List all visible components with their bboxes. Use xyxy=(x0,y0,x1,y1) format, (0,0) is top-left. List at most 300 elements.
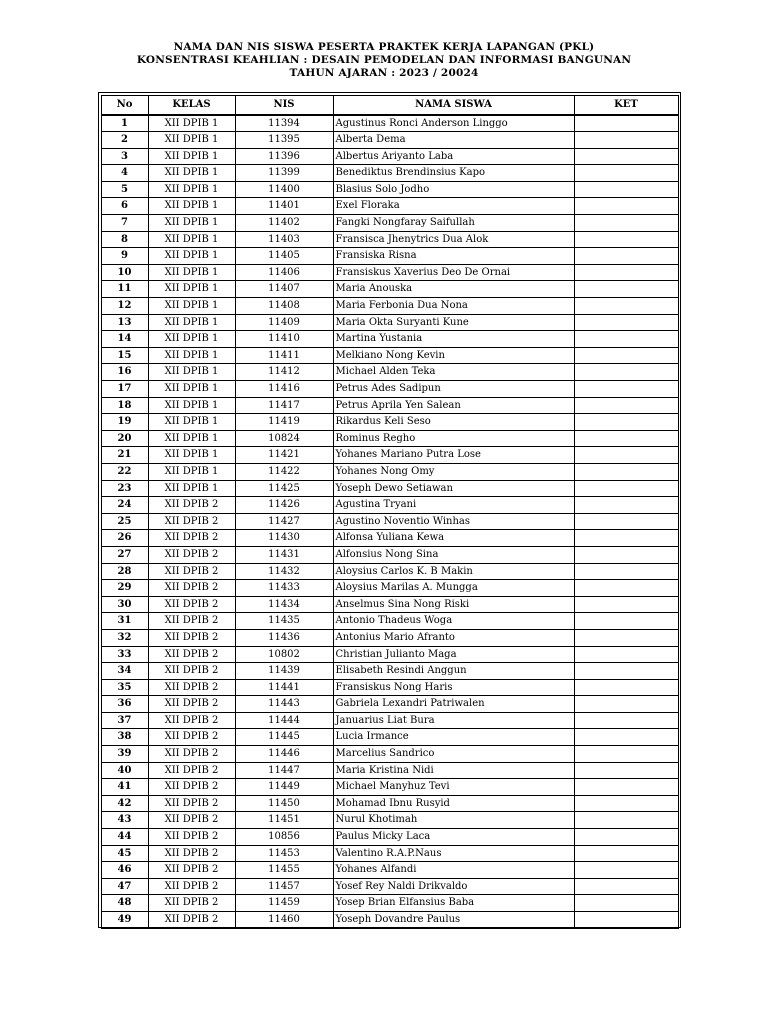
cell-nis: 11459 xyxy=(235,895,333,912)
cell-no: 17 xyxy=(101,381,148,398)
cell-nama-siswa: Gabriela Lexandri Patriwalen xyxy=(333,696,574,713)
cell-nis: 11400 xyxy=(235,181,333,198)
cell-no: 25 xyxy=(101,513,148,530)
cell-kelas: XII DPIB 2 xyxy=(148,729,235,746)
cell-nama-siswa: Fransiskus Xaverius Deo De Ornai xyxy=(333,264,574,281)
cell-ket xyxy=(574,795,678,812)
cell-no: 12 xyxy=(101,298,148,315)
cell-ket xyxy=(574,862,678,879)
cell-ket xyxy=(574,298,678,315)
cell-nis: 11460 xyxy=(235,912,333,929)
student-table-frame xyxy=(98,92,681,928)
cell-kelas: XII DPIB 1 xyxy=(148,231,235,248)
cell-kelas: XII DPIB 2 xyxy=(148,829,235,846)
header-no: No xyxy=(101,95,148,115)
cell-nama-siswa: Paulus Micky Laca xyxy=(333,829,574,846)
table-row xyxy=(101,364,678,381)
cell-kelas: XII DPIB 2 xyxy=(148,513,235,530)
cell-ket xyxy=(574,165,678,182)
cell-nis: 11416 xyxy=(235,381,333,398)
cell-nama-siswa: Yohanes Mariano Putra Lose xyxy=(333,447,574,464)
table-row xyxy=(101,463,678,480)
cell-ket xyxy=(574,331,678,348)
cell-nama-siswa: Yosep Brian Elfansius Baba xyxy=(333,895,574,912)
cell-no: 44 xyxy=(101,829,148,846)
cell-nama-siswa: Anselmus Sina Nong Riski xyxy=(333,596,574,613)
cell-ket xyxy=(574,281,678,298)
cell-kelas: XII DPIB 2 xyxy=(148,779,235,796)
cell-kelas: XII DPIB 1 xyxy=(148,463,235,480)
cell-nama-siswa: Fransiskus Nong Haris xyxy=(333,679,574,696)
cell-nis: 11450 xyxy=(235,795,333,812)
cell-no: 13 xyxy=(101,314,148,331)
cell-no: 28 xyxy=(101,563,148,580)
header-nama-siswa: NAMA SISWA xyxy=(333,95,574,115)
table-row xyxy=(101,198,678,215)
table-row xyxy=(101,795,678,812)
cell-kelas: XII DPIB 1 xyxy=(148,181,235,198)
table-row xyxy=(101,580,678,597)
cell-kelas: XII DPIB 2 xyxy=(148,580,235,597)
cell-nama-siswa: Yohanes Nong Omy xyxy=(333,463,574,480)
cell-nama-siswa: Aloysius Carlos K. B Makin xyxy=(333,563,574,580)
cell-nis: 11431 xyxy=(235,546,333,563)
cell-nis: 11430 xyxy=(235,530,333,547)
cell-nama-siswa: Rikardus Keli Seso xyxy=(333,414,574,431)
cell-no: 5 xyxy=(101,181,148,198)
table-row xyxy=(101,513,678,530)
cell-ket xyxy=(574,215,678,232)
cell-no: 27 xyxy=(101,546,148,563)
cell-no: 20 xyxy=(101,430,148,447)
table-row xyxy=(101,646,678,663)
cell-nama-siswa: Yoseph Dewo Setiawan xyxy=(333,480,574,497)
cell-ket xyxy=(574,580,678,597)
cell-no: 19 xyxy=(101,414,148,431)
cell-kelas: XII DPIB 1 xyxy=(148,381,235,398)
cell-nama-siswa: Lucia Irmance xyxy=(333,729,574,746)
cell-nis: 11402 xyxy=(235,215,333,232)
cell-kelas: XII DPIB 1 xyxy=(148,347,235,364)
cell-nama-siswa: Alfonsius Nong Sina xyxy=(333,546,574,563)
cell-no: 11 xyxy=(101,281,148,298)
cell-ket xyxy=(574,845,678,862)
cell-kelas: XII DPIB 1 xyxy=(148,397,235,414)
cell-kelas: XII DPIB 2 xyxy=(148,795,235,812)
table-row xyxy=(101,629,678,646)
cell-nama-siswa: Petrus Ades Sadipun xyxy=(333,381,574,398)
table-row xyxy=(101,231,678,248)
table-row xyxy=(101,447,678,464)
cell-kelas: XII DPIB 2 xyxy=(148,845,235,862)
table-row xyxy=(101,729,678,746)
cell-ket xyxy=(574,231,678,248)
cell-nis: 11426 xyxy=(235,497,333,514)
table-row xyxy=(101,596,678,613)
cell-no: 26 xyxy=(101,530,148,547)
cell-nis: 11422 xyxy=(235,463,333,480)
cell-nis: 11444 xyxy=(235,712,333,729)
cell-kelas: XII DPIB 2 xyxy=(148,563,235,580)
table-row xyxy=(101,746,678,763)
table-row xyxy=(101,314,678,331)
cell-nama-siswa: Michael Manyhuz Tevi xyxy=(333,779,574,796)
cell-kelas: XII DPIB 2 xyxy=(148,629,235,646)
academic-year: TAHUN AJARAN : 2023 / 20024 xyxy=(289,67,479,79)
cell-ket xyxy=(574,746,678,763)
cell-nis: 11407 xyxy=(235,281,333,298)
cell-ket xyxy=(574,513,678,530)
cell-kelas: XII DPIB 1 xyxy=(148,132,235,149)
cell-ket xyxy=(574,463,678,480)
cell-nama-siswa: Aloysius Marilas A. Mungga xyxy=(333,580,574,597)
table-row xyxy=(101,812,678,829)
cell-no: 14 xyxy=(101,331,148,348)
cell-nama-siswa: Yoseph Dovandre Paulus xyxy=(333,912,574,929)
cell-kelas: XII DPIB 2 xyxy=(148,596,235,613)
cell-kelas: XII DPIB 2 xyxy=(148,663,235,680)
cell-nama-siswa: Alberta Dema xyxy=(333,132,574,149)
cell-no: 4 xyxy=(101,165,148,182)
table-row xyxy=(101,845,678,862)
cell-no: 39 xyxy=(101,746,148,763)
cell-nama-siswa: Yosef Rey Naldi Drikvaldo xyxy=(333,878,574,895)
cell-kelas: XII DPIB 2 xyxy=(148,497,235,514)
cell-nis: 11394 xyxy=(235,115,333,132)
cell-nis: 10856 xyxy=(235,829,333,846)
cell-kelas: XII DPIB 1 xyxy=(148,215,235,232)
cell-nama-siswa: Antonio Thadeus Woga xyxy=(333,613,574,630)
cell-kelas: XII DPIB 1 xyxy=(148,248,235,265)
cell-ket xyxy=(574,829,678,846)
table-row xyxy=(101,298,678,315)
cell-no: 21 xyxy=(101,447,148,464)
table-row xyxy=(101,762,678,779)
cell-ket xyxy=(574,712,678,729)
cell-no: 29 xyxy=(101,580,148,597)
cell-nama-siswa: Michael Alden Teka xyxy=(333,364,574,381)
cell-nama-siswa: Maria Ferbonia Dua Nona xyxy=(333,298,574,315)
cell-kelas: XII DPIB 1 xyxy=(148,298,235,315)
cell-nis: 11396 xyxy=(235,148,333,165)
cell-nama-siswa: Nurul Khotimah xyxy=(333,812,574,829)
cell-no: 47 xyxy=(101,878,148,895)
cell-nis: 11408 xyxy=(235,298,333,315)
table-row xyxy=(101,679,678,696)
cell-nis: 11399 xyxy=(235,165,333,182)
cell-ket xyxy=(574,613,678,630)
table-row xyxy=(101,115,678,132)
cell-ket xyxy=(574,762,678,779)
table-row xyxy=(101,148,678,165)
cell-kelas: XII DPIB 2 xyxy=(148,712,235,729)
cell-ket xyxy=(574,248,678,265)
cell-no: 46 xyxy=(101,862,148,879)
table-row xyxy=(101,132,678,149)
cell-nis: 11427 xyxy=(235,513,333,530)
document-title: NAMA DAN NIS SISWA PESERTA PRAKTEK KERJA LAPANGAN (PKL) xyxy=(173,41,595,53)
cell-no: 30 xyxy=(101,596,148,613)
table-row xyxy=(101,281,678,298)
cell-nama-siswa: Alfonsa Yuliana Kewa xyxy=(333,530,574,547)
cell-no: 16 xyxy=(101,364,148,381)
cell-kelas: XII DPIB 2 xyxy=(148,912,235,929)
cell-nis: 11455 xyxy=(235,862,333,879)
cell-kelas: XII DPIB 1 xyxy=(148,447,235,464)
table-body xyxy=(101,115,678,929)
cell-no: 6 xyxy=(101,198,148,215)
cell-nis: 11441 xyxy=(235,679,333,696)
cell-ket xyxy=(574,629,678,646)
cell-ket xyxy=(574,397,678,414)
cell-nama-siswa: Maria Okta Suryanti Kune xyxy=(333,314,574,331)
cell-nis: 11405 xyxy=(235,248,333,265)
cell-no: 45 xyxy=(101,845,148,862)
cell-ket xyxy=(574,546,678,563)
cell-kelas: XII DPIB 1 xyxy=(148,430,235,447)
cell-kelas: XII DPIB 2 xyxy=(148,746,235,763)
cell-ket xyxy=(574,264,678,281)
cell-ket xyxy=(574,596,678,613)
cell-nama-siswa: Martina Yustania xyxy=(333,331,574,348)
table-row xyxy=(101,497,678,514)
table-row xyxy=(101,563,678,580)
cell-ket xyxy=(574,181,678,198)
cell-ket xyxy=(574,447,678,464)
cell-ket xyxy=(574,530,678,547)
cell-nama-siswa: Melkiano Nong Kevin xyxy=(333,347,574,364)
cell-nama-siswa: Antonius Mario Afranto xyxy=(333,629,574,646)
cell-kelas: XII DPIB 2 xyxy=(148,762,235,779)
cell-nis: 11425 xyxy=(235,480,333,497)
cell-ket xyxy=(574,115,678,132)
table-row xyxy=(101,414,678,431)
cell-nis: 11447 xyxy=(235,762,333,779)
cell-kelas: XII DPIB 2 xyxy=(148,530,235,547)
cell-ket xyxy=(574,563,678,580)
cell-ket xyxy=(574,347,678,364)
table-row xyxy=(101,181,678,198)
cell-no: 15 xyxy=(101,347,148,364)
cell-nama-siswa: Albertus Ariyanto Laba xyxy=(333,148,574,165)
cell-ket xyxy=(574,679,678,696)
cell-no: 41 xyxy=(101,779,148,796)
cell-nis: 11443 xyxy=(235,696,333,713)
cell-no: 9 xyxy=(101,248,148,265)
cell-ket xyxy=(574,779,678,796)
cell-nama-siswa: Fangki Nongfaray Saifullah xyxy=(333,215,574,232)
cell-nis: 11434 xyxy=(235,596,333,613)
cell-nis: 11445 xyxy=(235,729,333,746)
cell-no: 7 xyxy=(101,215,148,232)
cell-nis: 11446 xyxy=(235,746,333,763)
cell-kelas: XII DPIB 2 xyxy=(148,679,235,696)
cell-ket xyxy=(574,430,678,447)
cell-ket xyxy=(574,646,678,663)
header-kelas: KELAS xyxy=(148,95,235,115)
cell-ket xyxy=(574,663,678,680)
cell-no: 36 xyxy=(101,696,148,713)
cell-no: 48 xyxy=(101,895,148,912)
cell-ket xyxy=(574,198,678,215)
table-row xyxy=(101,712,678,729)
cell-nis: 11401 xyxy=(235,198,333,215)
cell-nama-siswa: Mohamad Ibnu Rusyid xyxy=(333,795,574,812)
cell-nis: 11453 xyxy=(235,845,333,862)
cell-kelas: XII DPIB 1 xyxy=(148,148,235,165)
cell-no: 43 xyxy=(101,812,148,829)
cell-nis: 11435 xyxy=(235,613,333,630)
cell-kelas: XII DPIB 1 xyxy=(148,281,235,298)
cell-no: 34 xyxy=(101,663,148,680)
cell-no: 35 xyxy=(101,679,148,696)
cell-ket xyxy=(574,381,678,398)
cell-nis: 11449 xyxy=(235,779,333,796)
cell-kelas: XII DPIB 1 xyxy=(148,198,235,215)
table-row xyxy=(101,530,678,547)
cell-kelas: XII DPIB 2 xyxy=(148,895,235,912)
cell-ket xyxy=(574,878,678,895)
cell-ket xyxy=(574,729,678,746)
table-row xyxy=(101,165,678,182)
table-row xyxy=(101,779,678,796)
cell-ket xyxy=(574,497,678,514)
header-nis: NIS xyxy=(235,95,333,115)
cell-nis: 11412 xyxy=(235,364,333,381)
cell-kelas: XII DPIB 1 xyxy=(148,414,235,431)
cell-nama-siswa: Maria Kristina Nidi xyxy=(333,762,574,779)
cell-no: 23 xyxy=(101,480,148,497)
cell-kelas: XII DPIB 1 xyxy=(148,364,235,381)
cell-no: 31 xyxy=(101,613,148,630)
cell-no: 3 xyxy=(101,148,148,165)
cell-nama-siswa: Agustino Noventio Winhas xyxy=(333,513,574,530)
cell-nama-siswa: Fransisca Jhenytrics Dua Alok xyxy=(333,231,574,248)
cell-kelas: XII DPIB 1 xyxy=(148,331,235,348)
header-ket: KET xyxy=(574,95,678,115)
cell-no: 42 xyxy=(101,795,148,812)
table-row xyxy=(101,347,678,364)
cell-nama-siswa: Fransiska Risna xyxy=(333,248,574,265)
cell-no: 2 xyxy=(101,132,148,149)
cell-ket xyxy=(574,148,678,165)
table-row xyxy=(101,862,678,879)
cell-nis: 11409 xyxy=(235,314,333,331)
cell-nama-siswa: Benediktus Brendinsius Kapo xyxy=(333,165,574,182)
cell-kelas: XII DPIB 1 xyxy=(148,480,235,497)
cell-nis: 11411 xyxy=(235,347,333,364)
cell-nama-siswa: Christian Julianto Maga xyxy=(333,646,574,663)
cell-ket xyxy=(574,812,678,829)
cell-no: 38 xyxy=(101,729,148,746)
cell-no: 49 xyxy=(101,912,148,929)
table-header-row xyxy=(101,95,678,115)
cell-nis: 11421 xyxy=(235,447,333,464)
cell-nama-siswa: Yohanes Alfandi xyxy=(333,862,574,879)
table-row xyxy=(101,264,678,281)
cell-no: 8 xyxy=(101,231,148,248)
table-row xyxy=(101,430,678,447)
cell-no: 40 xyxy=(101,762,148,779)
cell-kelas: XII DPIB 1 xyxy=(148,314,235,331)
cell-ket xyxy=(574,414,678,431)
table-row xyxy=(101,663,678,680)
cell-nama-siswa: Agustina Tryani xyxy=(333,497,574,514)
cell-no: 37 xyxy=(101,712,148,729)
cell-nis: 11410 xyxy=(235,331,333,348)
document-subtitle: KONSENTRASI KEAHLIAN : DESAIN PEMODELAN DAN INFORMASI BANGUNAN xyxy=(136,54,632,66)
cell-nis: 10824 xyxy=(235,430,333,447)
table-row xyxy=(101,829,678,846)
cell-nama-siswa: Blasius Solo Jodho xyxy=(333,181,574,198)
table-row xyxy=(101,696,678,713)
table-row xyxy=(101,331,678,348)
cell-nis: 11403 xyxy=(235,231,333,248)
table-row xyxy=(101,546,678,563)
cell-ket xyxy=(574,364,678,381)
cell-nama-siswa: Valentino R.A.P.Naus xyxy=(333,845,574,862)
cell-ket xyxy=(574,912,678,929)
table-row xyxy=(101,878,678,895)
cell-nis: 11457 xyxy=(235,878,333,895)
cell-kelas: XII DPIB 1 xyxy=(148,115,235,132)
table-row xyxy=(101,397,678,414)
cell-ket xyxy=(574,314,678,331)
cell-nis: 11406 xyxy=(235,264,333,281)
table-row xyxy=(101,895,678,912)
cell-kelas: XII DPIB 2 xyxy=(148,862,235,879)
cell-kelas: XII DPIB 2 xyxy=(148,812,235,829)
cell-ket xyxy=(574,132,678,149)
student-table xyxy=(101,95,679,929)
cell-nis: 11417 xyxy=(235,397,333,414)
cell-nis: 11439 xyxy=(235,663,333,680)
table-row xyxy=(101,381,678,398)
cell-kelas: XII DPIB 2 xyxy=(148,646,235,663)
cell-kelas: XII DPIB 2 xyxy=(148,613,235,630)
cell-nis: 11433 xyxy=(235,580,333,597)
cell-nama-siswa: Petrus Aprila Yen Salean xyxy=(333,397,574,414)
cell-no: 18 xyxy=(101,397,148,414)
table-row xyxy=(101,613,678,630)
table-row xyxy=(101,912,678,929)
cell-kelas: XII DPIB 1 xyxy=(148,264,235,281)
cell-nis: 11419 xyxy=(235,414,333,431)
cell-nis: 11436 xyxy=(235,629,333,646)
table-row xyxy=(101,248,678,265)
cell-ket xyxy=(574,480,678,497)
cell-nama-siswa: Januarius Liat Bura xyxy=(333,712,574,729)
cell-nama-siswa: Marcelius Sandrico xyxy=(333,746,574,763)
cell-no: 32 xyxy=(101,629,148,646)
table-row xyxy=(101,480,678,497)
cell-ket xyxy=(574,696,678,713)
cell-nama-siswa: Elisabeth Resindi Anggun xyxy=(333,663,574,680)
cell-no: 22 xyxy=(101,463,148,480)
cell-nis: 11432 xyxy=(235,563,333,580)
cell-nis: 11395 xyxy=(235,132,333,149)
cell-nama-siswa: Maria Anouska xyxy=(333,281,574,298)
cell-no: 33 xyxy=(101,646,148,663)
cell-ket xyxy=(574,895,678,912)
cell-kelas: XII DPIB 1 xyxy=(148,165,235,182)
cell-nama-siswa: Exel Floraka xyxy=(333,198,574,215)
cell-nama-siswa: Rominus Regho xyxy=(333,430,574,447)
cell-kelas: XII DPIB 2 xyxy=(148,696,235,713)
cell-kelas: XII DPIB 2 xyxy=(148,546,235,563)
table-row xyxy=(101,215,678,232)
cell-no: 1 xyxy=(101,115,148,132)
